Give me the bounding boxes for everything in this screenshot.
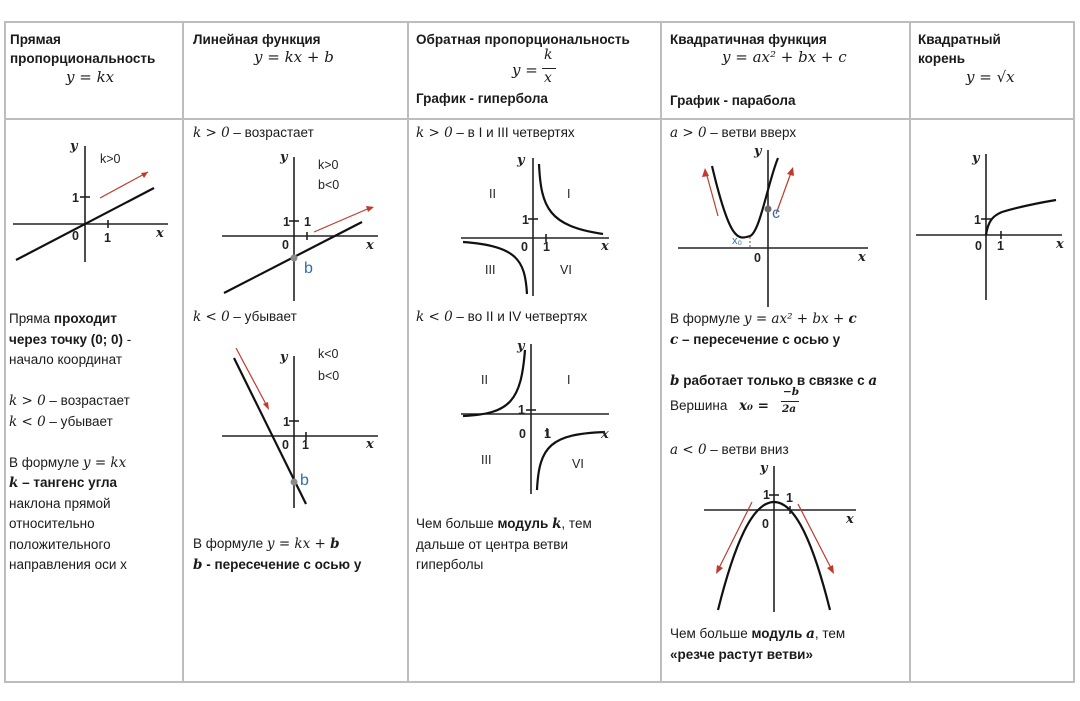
column-divider-4 — [909, 21, 911, 682]
col3-graph-bottom — [455, 334, 615, 498]
column-divider-3 — [660, 21, 662, 682]
origin-label: 0 — [521, 240, 528, 254]
col3-title: Обратная пропорциональность — [416, 32, 630, 47]
arrowhead-left — [702, 168, 709, 177]
col3-formula-denominator: x — [544, 70, 552, 86]
col3-graph-top — [455, 146, 615, 298]
text-run: c — [670, 331, 679, 348]
col1-title: Прямая пропорциональность — [10, 32, 156, 66]
text-run: «резче растут ветви» — [670, 646, 813, 662]
text-run: гиперболы — [416, 557, 484, 572]
col2-mid-caption — [193, 307, 297, 328]
text-run: k < 0 — [9, 413, 46, 430]
hyperbola-branch-q2 — [463, 350, 525, 416]
origin-label: 0 — [282, 238, 289, 252]
axis-x-label: x — [601, 427, 609, 442]
one-y-label: 1 — [283, 415, 290, 429]
col4-vertex-numerator: −b — [783, 386, 800, 398]
text-run: a — [806, 626, 815, 642]
intercept-point — [291, 255, 298, 262]
text-line — [193, 555, 361, 576]
text-run: – в I и III четвертях — [452, 125, 575, 140]
origin-label: 0 — [519, 427, 526, 441]
col2-description — [193, 534, 361, 575]
text-run: k < 0 — [193, 309, 230, 325]
col2-graph-top — [190, 145, 404, 303]
text-run: , тем — [561, 516, 592, 531]
arrowhead-left — [716, 565, 723, 574]
direction-arrow — [236, 348, 268, 408]
col4-bottom-text — [670, 624, 845, 665]
text-run: В формуле — [9, 454, 83, 470]
text-run: Чем больше — [416, 516, 498, 531]
text-line — [416, 555, 592, 576]
text-run: относительно — [9, 516, 95, 531]
arrowhead-right — [787, 167, 794, 176]
text-run: c — [848, 311, 857, 327]
axis-x-label: x — [1056, 237, 1064, 252]
text-line — [9, 514, 131, 535]
col3-formula-numerator: k — [544, 47, 553, 63]
text-run: k < 0 — [416, 309, 453, 325]
text-run: Пряма — [9, 311, 54, 326]
text-run: b — [193, 556, 203, 573]
text-run: начало координат — [9, 352, 123, 367]
col3-subtitle: График - гипербола — [416, 91, 548, 106]
text-run: – ветви вверх — [706, 125, 797, 140]
one-y-label: 1 — [518, 403, 525, 417]
text-run: направления оси x — [9, 557, 127, 572]
col2-top-caption — [193, 123, 314, 144]
text-line — [670, 371, 877, 392]
text-run: y = ax² + bx + — [743, 311, 849, 327]
text-run: y = kx + — [266, 536, 331, 552]
col4-graph-top — [672, 142, 872, 308]
branch-arrow-left — [718, 502, 752, 570]
quadrant-1-label: I — [567, 373, 571, 387]
text-line — [9, 330, 131, 351]
one-y-label: 1 — [974, 213, 981, 227]
quadrant-2-label: II — [481, 373, 488, 387]
axis-x-label: x — [366, 437, 374, 452]
axis-y-label: y — [280, 350, 288, 365]
text-run: k > 0 — [9, 393, 46, 409]
col2-title: Линейная функция — [193, 32, 321, 47]
b-label: b<0 — [318, 369, 340, 383]
one-y-label: 1 — [283, 215, 290, 229]
text-line — [9, 555, 131, 576]
intercept-point — [291, 479, 298, 486]
text-line — [9, 432, 131, 453]
col3-top-caption — [416, 123, 575, 144]
quadrant-2-label: II — [489, 187, 496, 201]
text-line — [9, 535, 131, 556]
col4-vertex-fraction-bar — [781, 401, 799, 402]
one-x-label: 1 — [104, 231, 111, 245]
col4-subtitle: График - парабола — [670, 93, 796, 108]
table-border-right — [1073, 21, 1075, 682]
col3-mid-caption — [416, 307, 587, 328]
one-x-label: 1 — [543, 240, 550, 254]
text-run: , тем — [814, 626, 846, 641]
col4-vertex-label: Вершина — [670, 398, 728, 413]
text-run: – возрастает — [229, 125, 314, 140]
axis-y-label: y — [754, 144, 762, 159]
col2-formula: y = kx + b — [254, 48, 334, 66]
arrowhead — [263, 402, 269, 410]
text-line — [416, 514, 592, 535]
text-line — [670, 330, 877, 351]
text-line — [416, 535, 592, 556]
quadrant-3-label: III — [481, 453, 492, 467]
text-line — [670, 645, 845, 666]
axis-x-label: x — [156, 226, 164, 241]
origin-label: 0 — [282, 438, 289, 452]
col4-formula: y = ax² + bx + c — [722, 48, 847, 66]
text-run: - пересечение с осью у — [202, 556, 362, 572]
intercept-point — [765, 206, 772, 213]
text-line — [9, 473, 131, 494]
text-line — [670, 309, 877, 330]
axis-y-label: y — [972, 151, 980, 166]
text-run: через точку (0; 0) — [9, 331, 124, 347]
text-line — [9, 412, 131, 433]
text-run: модуль — [497, 516, 553, 531]
one-x-label: 1 — [997, 239, 1004, 253]
text-line — [9, 391, 131, 412]
hyperbola-branch-q1 — [539, 164, 603, 234]
axis-y-label: y — [280, 150, 288, 165]
text-run: модуль — [751, 626, 807, 641]
one-y-label: 1 — [72, 191, 79, 205]
axis-y-label: y — [70, 139, 78, 154]
text-line — [9, 453, 131, 474]
one-y-label: 1 — [763, 488, 770, 502]
column-divider-1 — [182, 21, 184, 682]
axis-y-label: y — [760, 461, 768, 476]
col4-vertex-lhs: x₀ = — [739, 398, 769, 414]
text-run: - — [123, 331, 132, 347]
col3-formula-lhs: y = — [512, 61, 538, 79]
text-run: b — [670, 372, 680, 389]
text-run: – ветви вниз — [706, 442, 789, 457]
text-run: В формуле — [193, 536, 267, 551]
text-line — [9, 371, 131, 392]
intercept-label: b — [304, 260, 313, 277]
text-line — [9, 350, 131, 371]
text-line — [9, 309, 131, 330]
quadrant-4-label: VI — [572, 457, 584, 471]
text-run: проходит — [53, 311, 117, 326]
axis-x-label: x — [366, 238, 374, 253]
col4-graph-bottom — [700, 458, 860, 614]
col4-title: Квадратичная функция — [670, 32, 827, 47]
text-run: наклона прямой — [9, 495, 111, 511]
one-x-label: 1 — [302, 438, 309, 452]
col4-top-caption — [670, 123, 796, 144]
col2-graph-bottom — [190, 330, 404, 510]
text-run: Чем больше — [670, 626, 752, 641]
one-x-label: 1 — [304, 215, 311, 229]
axis-y-label: y — [517, 339, 525, 354]
text-run: – во II и IV четвертях — [452, 309, 588, 324]
text-run: работает только в связке с — [679, 372, 869, 388]
col4-vertex-denominator: 2a — [782, 403, 797, 415]
col1-description — [9, 309, 131, 576]
vertex-label: x₀ — [732, 235, 743, 247]
arrowhead — [366, 206, 374, 212]
arrowhead-right — [827, 565, 834, 574]
text-run: k — [552, 516, 562, 532]
k-label: k>0 — [100, 152, 121, 166]
k-label: k<0 — [318, 347, 339, 361]
text-run: a > 0 — [670, 125, 707, 141]
text-run: k > 0 — [193, 125, 230, 141]
text-run: a < 0 — [670, 442, 707, 458]
text-run: a — [868, 372, 878, 389]
table-header-divider — [4, 118, 1075, 120]
quadrant-4-label: VI — [560, 263, 572, 277]
text-run: положительного — [9, 536, 111, 552]
quadrant-3-label: III — [485, 263, 496, 277]
axis-x-label: x — [858, 250, 866, 265]
text-run: – возрастает — [45, 393, 130, 408]
table-border-top — [4, 21, 1075, 23]
col5-title: Квадратный корень — [918, 32, 1001, 66]
col3-description — [416, 514, 592, 576]
text-run: – тангенс угла — [18, 475, 118, 490]
axis-x-label: x — [601, 239, 609, 254]
col1-graph — [8, 132, 180, 272]
origin-label: 0 — [975, 239, 982, 253]
column-divider-2 — [407, 21, 409, 682]
intercept-label: b — [300, 472, 309, 489]
text-run: – пересечение с осью y — [678, 331, 841, 347]
text-line — [9, 494, 131, 515]
text-run: y = kx — [82, 454, 127, 471]
table-border-bottom — [4, 681, 1075, 683]
axis-x-label: x — [846, 512, 854, 527]
text-run: b — [330, 536, 340, 552]
col3-fraction-bar — [542, 68, 556, 69]
col5-formula: y = √x — [966, 68, 1015, 86]
col5-graph — [912, 142, 1070, 302]
intercept-label: c — [772, 205, 780, 222]
text-run: дальше от центра ветви — [416, 536, 569, 552]
text-line — [670, 350, 877, 371]
one-y-label: 1 — [522, 213, 529, 227]
k-label: k>0 — [318, 158, 339, 172]
one-x-label: 1 — [544, 427, 551, 441]
text-run: – убывает — [229, 309, 297, 324]
quadrant-1-label: I — [567, 187, 571, 201]
text-run: В формуле — [670, 311, 744, 326]
col1-formula: y = kx — [66, 68, 115, 86]
text-run: k — [9, 475, 19, 491]
origin-label: 0 — [72, 229, 79, 243]
text-line — [193, 534, 361, 555]
text-run: – убывает — [45, 413, 113, 429]
col4-description — [670, 309, 877, 391]
text-line — [670, 624, 845, 645]
origin-label: 0 — [762, 517, 769, 531]
text-run: k > 0 — [416, 125, 453, 141]
origin-label: 0 — [754, 251, 761, 265]
b-label: b<0 — [318, 178, 340, 192]
direction-arrow — [314, 207, 372, 232]
sqrt-curve — [986, 200, 1056, 235]
table-border-left — [4, 21, 6, 682]
axis-y-label: y — [517, 153, 525, 168]
one-x-label: 1 — [786, 491, 793, 505]
